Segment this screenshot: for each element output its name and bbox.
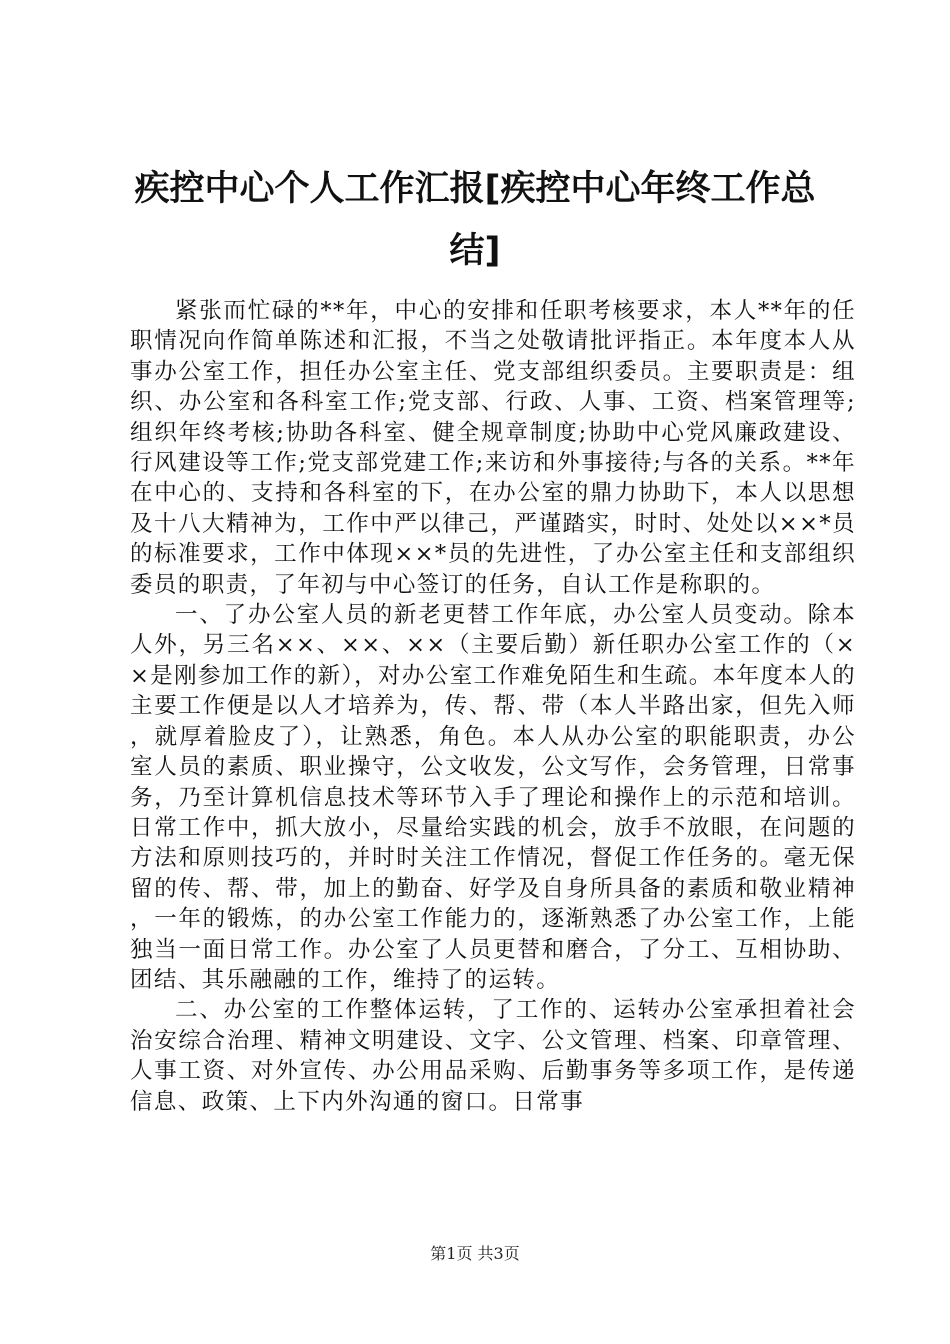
paragraph-intro: 紧张而忙碌的**年，中心的安排和任职考核要求，本人**年的任职情况向作简单陈述和汇报，不当之处敬请批评指正。本年度本人从事办公室工作，担任办公室主任、党支部组织委员。主要职责是：组织、办公室和各科室工作;党支部、行政、人事、工资、档案管理等;组织年终考核;协助各科室、健全规章制度;协助中心党风廉政建设、行风建设等工作;党支部党建工作;来访和外事接待;与各的关系。**年在中心的、支持和各科室的下，在办公室的鼎力协助下，本人以思想及十八大精神为，工作中严以律己，严谨踏实，时时、处处以××*员的标准要求，工作中体现××*员的先进性，了办公室主任和支部组织委员的职责，了年初与中心签订的任务，自认工作是称职的。 bbox=[130, 298, 856, 598]
paragraph-section-two: 二、办公室的工作整体运转，了工作的、运转办公室承担着社会治安综合治理、精神文明建设、文字、公文管理、档案、印章管理、人事工资、对外宣传、办公用品采购、后勤事务等多项工作，是传递信息、政策、上下内外沟通的窗口。日常事 bbox=[130, 997, 856, 1115]
page-number-footer: 第1页 共3页 bbox=[430, 1244, 520, 1263]
document-title: 疾控中心个人工作汇报[疾控中心年终工作总结] bbox=[134, 169, 816, 271]
document-body bbox=[130, 296, 856, 1117]
paragraph-section-one: 一、了办公室人员的新老更替工作年底，办公室人员变动。除本人外，另三名××、××、××（主要后勤）新任职办公室工作的（××是刚参加工作的新），对办公室工作难免陌生和生疏。本年度本人的主要工作便是以人才培养为，传、帮、带（本人半路出家，但先入师，就厚着脸皮了），让熟悉，角色。本人从办公室的职能职责，办公室人员的素质、职业操守，公文收发，公文写作，会务管理，日常事务，乃至计算机信息技术等环节入手了理论和操作上的示范和培训。日常工作中，抓大放小，尽量给实践的机会，放手不放眼，在问题的方法和原则技巧的，并时时关注工作情况，督促工作任务的。毫无保留的传、帮、带，加上的勤奋、好学及自身所具备的素质和敬业精神，一年的锻炼，的办公室工作能力的，逐渐熟悉了办公室工作，上能独当一面日常工作。办公室了人员更替和磨合，了分工、互相协助、团结、其乐融融的工作，维持了的运转。 bbox=[130, 602, 857, 993]
